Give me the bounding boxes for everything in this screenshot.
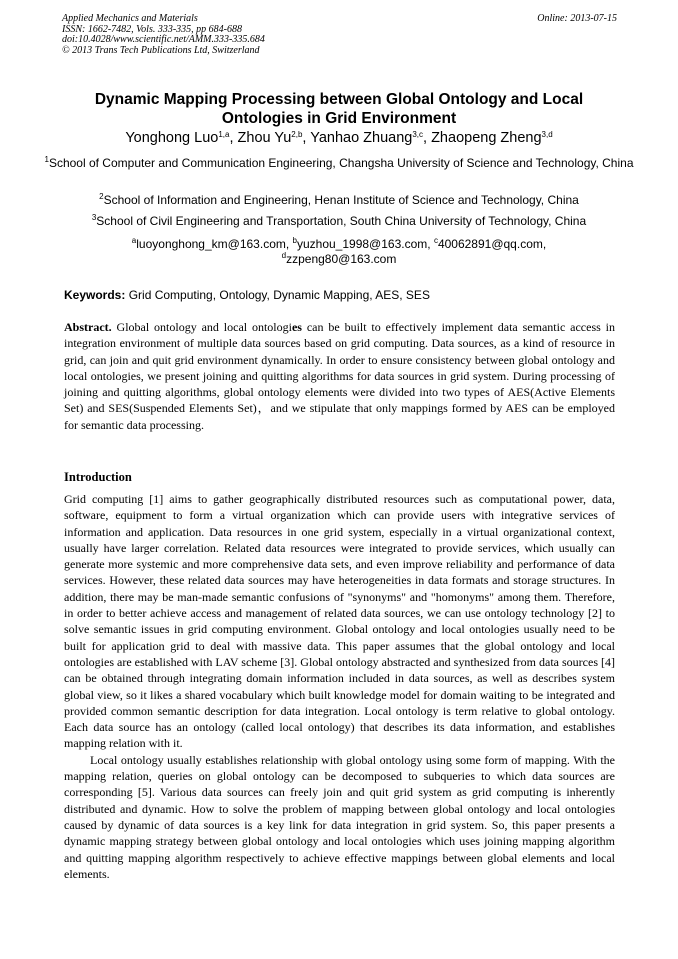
- affiliation-text: School of Computer and Communication Engineering, Changsha University of Science and Technology, China: [48, 156, 634, 170]
- author-sep: ,: [423, 130, 432, 146]
- title-line-2: Ontologies in Grid Environment: [221, 110, 457, 127]
- author-name: Zhaopeng Zheng: [431, 130, 542, 146]
- keywords: [64, 288, 430, 303]
- email-sup: b: [292, 236, 297, 245]
- email-sup: d: [281, 251, 287, 260]
- affiliation-sup: 1: [44, 155, 49, 164]
- email-sup: c: [433, 236, 438, 245]
- copyright-line: © 2013 Trans Tech Publications Ltd, Switzerland: [62, 44, 260, 56]
- author-name: Yonghong Luo: [125, 130, 219, 146]
- author-sup: 3,d: [541, 130, 553, 139]
- issn-line: ISSN: 1662-7482, Vols. 333-335, pp 684-688: [62, 23, 242, 35]
- author-sup: 3,c: [412, 130, 424, 139]
- abstract-text-a: Global ontology and local ontologi: [111, 320, 292, 334]
- email-text: zzpeng80@163.com: [286, 252, 397, 266]
- keywords-text: Grid Computing, Ontology, Dynamic Mapping, AES, SES: [125, 288, 430, 302]
- affiliation-text: School of Information and Engineering, Henan Institute of Science and Technology, China: [103, 193, 579, 207]
- affiliation-sup: 3: [91, 213, 97, 222]
- introduction-body: [64, 491, 615, 882]
- paper-title: [40, 90, 638, 128]
- introduction-heading: Introduction: [64, 470, 132, 484]
- email-text: luoyonghong_km@163.com,: [136, 237, 293, 251]
- author-list: [40, 129, 638, 147]
- affiliation-sup: 2: [99, 192, 104, 201]
- abstract-label: Abstract.: [64, 320, 112, 334]
- affiliation-2: [40, 193, 638, 209]
- journal-name: Applied Mechanics and Materials: [62, 13, 198, 24]
- author-emails: [40, 237, 638, 267]
- affiliation-3: [40, 214, 638, 230]
- author-sup: 2,b: [291, 130, 303, 139]
- doi-line: doi:10.4028/www.scientific.net/AMM.333-335.684: [62, 34, 265, 45]
- author-name: Yanhao Zhuang: [310, 130, 413, 146]
- author-sep: ,: [229, 130, 238, 146]
- author-sep: ,: [302, 130, 311, 146]
- author-name: Zhou Yu: [237, 130, 292, 146]
- email-text: yuzhou_1998@163.com,: [296, 237, 434, 251]
- email-sup: a: [131, 236, 137, 245]
- keywords-label: Keywords:: [64, 288, 126, 302]
- email-text: 40062891@qq.com,: [437, 237, 547, 251]
- abstract: [64, 319, 615, 433]
- introduction-paragraph-2: Local ontology usually establishes relationship with global ontology using some form of mapping. With the mapping relation, queries on global ontology can be decomposed to subqueries to which data sources are corresponding [5]. Various data sources can freely join and quit grid system as grid computing is inherently distributed and dynamic. How to solve the problem of mapping between global ontology and local ontologies caused by dynamic of data sources is a key link for data integration in grid system. So, this paper presents a dynamic mapping strategy between global ontology and local ontologies which uses joining mapping algorithm and quitting mapping algorithm respectively to achieve effective mappings between global elements and local elements.: [64, 752, 615, 881]
- abstract-text-b: can be built to effectively implement data semantic access in integration environment of multiple data sources based on grid computing. Data sources, as a kind of resource in grid, can join and quit grid environment dynamically. In order to ensure consistency between global ontology and local ontologies, we present joining and quitting algorithms for data sources in grid system. During processing of joining and quitting algorithms, global ontology elements were divided into two types of AES(Active Elements Set) and SES(Suspended Elements Set)，and we stipulate that only mappings formed by AES can be employed for semantic data processing.: [64, 320, 615, 432]
- online-date: Online: 2013-07-15: [537, 13, 617, 24]
- affiliation-text: School of Civil Engineering and Transportation, South China University of Technology, China: [96, 214, 587, 228]
- author-sup: 1,a: [218, 130, 230, 139]
- journal-header: [62, 14, 617, 56]
- affiliation-1: [40, 156, 638, 172]
- title-line-1: Dynamic Mapping Processing between Global Ontology and Local: [94, 91, 584, 108]
- abstract-bold-fragment: es: [291, 320, 302, 334]
- introduction-paragraph-1: Grid computing [1] aims to gather geographically distributed resources such as computational power, data, software, equipment to form a virtual organization which can provide users with integrative services of information and application. Data resources in one grid system, especially in a virtual organizational context, usually have larger correlation. Related data resources were integrated to provide services, which usually can generate more systemic and more comprehensive data sets, and even improve reliability and performance of data services. However, these related data sources may have heterogeneities in data formats and storage structures. In addition, there may be man-made semantic confusions of "synonyms" and "homonyms" among them. Therefore, in order to better achieve access and management of related data sources, we can use ontology technology [2] to solve semantic issues in grid computing environment. Global ontology and local ontologies usually need to be built for application grid to deal with massive data. This paper assumes that the global ontology and local ontologies are established with LAV scheme [3]. Global ontology abstracted and synthesized from data sources [4] can be obtained through integrating domain information included in data sources, as well as describes system global view, so it likes a shared vocabulary which built knowledge model for domain waiting to be integrated and provided common semantic description for data integration. Local ontology is term relative to global ontology. Each data source has an ontology (called local ontology) that describes its data information, and establishes mapping relation with it.: [64, 492, 615, 751]
